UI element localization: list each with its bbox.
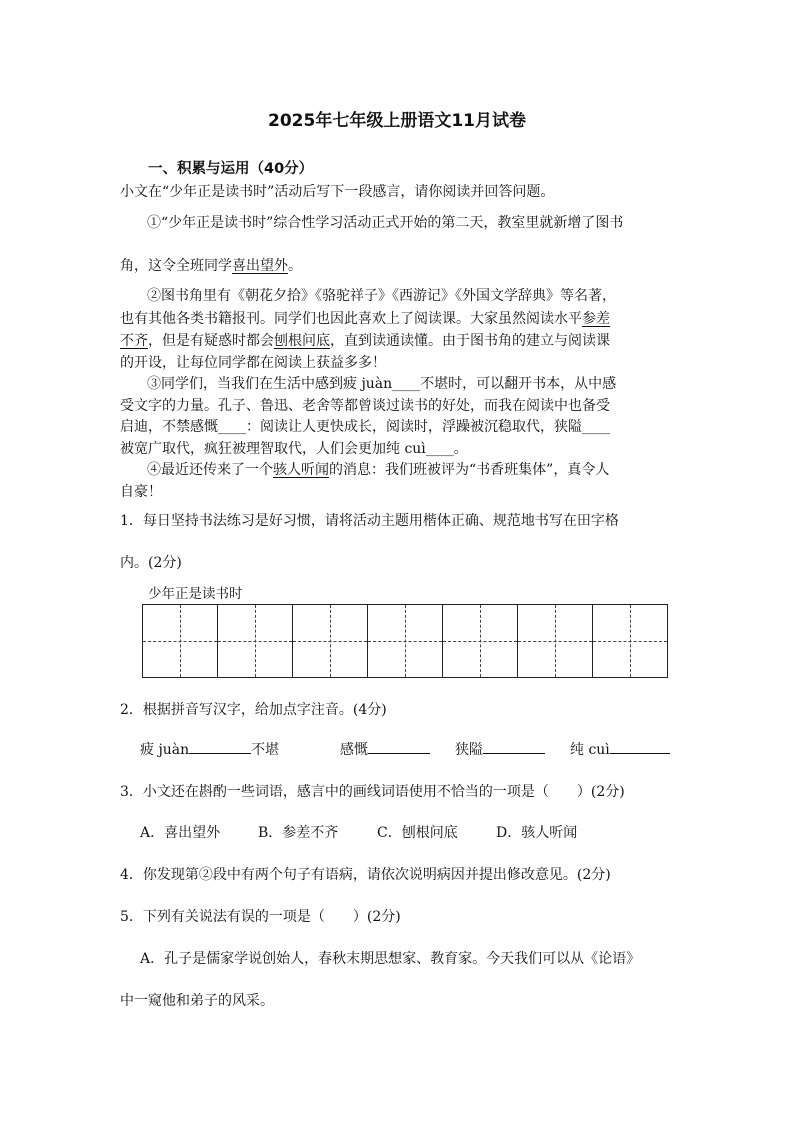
grid-label: 少年正是读书时 xyxy=(148,586,243,602)
para3-line3: 启迪，不禁感慨____：阅读让人更快成长，阅读时，浮躁被沉稳取代，狭隘____ xyxy=(120,419,610,435)
para2-line4: 的开设，让每位同学都在阅读上获益多多！ xyxy=(120,355,386,371)
q3-option-a[interactable]: A．喜出望外 xyxy=(140,825,221,841)
page-title: 2025年七年级上册语文11月试卷 xyxy=(268,111,526,131)
q3-option-c[interactable]: C．刨根问底 xyxy=(377,825,458,841)
tianzi-grid[interactable] xyxy=(142,604,668,678)
grid-cell[interactable] xyxy=(218,605,293,677)
para2-line3: 不齐，但是有疑惑时都会刨根问底，直到读通读懂。由于图书角的建立与阅读课 xyxy=(120,333,610,349)
q5-option-a-cont: 中一窥他和弟子的风采。 xyxy=(120,993,274,1009)
question-4: 4．你发现第②段中有两个句子有语病，请依次说明病因并提出修改意见。(2分) xyxy=(120,867,611,883)
q3-option-b[interactable]: B．参差不齐 xyxy=(258,825,339,841)
section-heading: 一、积累与运用（40分） xyxy=(148,161,314,177)
para4-line2: 自豪！ xyxy=(120,484,162,500)
underlined-phrase: 喜出望外 xyxy=(232,258,288,274)
intro-text: 小文在“少年正是读书时”活动后写下一段感言，请你阅读并回答问题。 xyxy=(120,184,555,200)
para4-line1: ④最近还传来了一个骇人听闻的消息：我们班被评为“书香班集体”，真令人 xyxy=(147,462,610,478)
answer-blank[interactable] xyxy=(368,739,430,754)
para1-line1: ①“少年正是读书时”综合性学习活动正式开始的第二天，教室里就新增了图书 xyxy=(147,215,624,231)
q2-item-3: 狭隘 xyxy=(455,739,545,759)
question-2: 2．根据拼音写汉字，给加点字注音。(4分) xyxy=(120,702,387,718)
q2-item-1: 疲 juàn 不堪 xyxy=(140,739,279,759)
para3-line2: 受文字的力量。孔子、鲁迅、老舍等都曾谈过读书的好处，而我在阅读中也备受 xyxy=(120,398,610,414)
q3-option-d[interactable]: D．骇人听闻 xyxy=(496,825,578,841)
answer-blank[interactable] xyxy=(189,739,251,754)
grid-cell[interactable] xyxy=(293,605,368,677)
para3-line4: 被宽广取代，疯狂被理智取代，人们会更加纯 cuì____。 xyxy=(120,441,468,457)
underlined-phrase: 参差 xyxy=(582,311,610,327)
q5-option-a[interactable]: A．孔子是儒家学说创始人，春秋末期思想家、教育家。今天我们可以从《论语》 xyxy=(140,951,641,967)
question-1-cont: 内。(2分) xyxy=(120,555,182,571)
q2-item-4: 纯 cuì xyxy=(570,739,670,759)
para2-line1: ②图书角里有《朝花夕拾》《骆驼祥子》《西游记》《外国文学辞典》等名著， xyxy=(147,288,616,304)
grid-cell[interactable] xyxy=(593,605,667,677)
grid-cell[interactable] xyxy=(368,605,443,677)
para2-line2: 也有其他各类书籍报刊。同学们也因此喜欢上了阅读课。大家虽然阅读水平参差 xyxy=(120,311,610,327)
grid-cell[interactable] xyxy=(518,605,593,677)
answer-blank[interactable] xyxy=(483,739,545,754)
underlined-phrase: 刨根问底 xyxy=(274,333,330,349)
grid-cell[interactable] xyxy=(143,605,218,677)
grid-cell[interactable] xyxy=(443,605,518,677)
question-3: 3．小文还在斟酌一些词语，感言中的画线词语使用不恰当的一项是（ ）(2分) xyxy=(120,784,625,800)
question-1: 1．每日坚持书法练习是好习惯，请将活动主题用楷体正确、规范地书写在田字格 xyxy=(120,513,619,529)
answer-blank[interactable] xyxy=(610,739,670,754)
para3-line1: ③同学们，当我们在生活中感到疲 juàn____不堪时，可以翻开书本，从中感 xyxy=(147,376,617,392)
question-5: 5．下列有关说法有误的一项是（ ）(2分) xyxy=(120,909,401,925)
q2-item-2: 感慨 xyxy=(340,739,430,759)
underlined-phrase: 骇人听闻 xyxy=(273,462,329,478)
para1-line2: 角，这令全班同学喜出望外。 xyxy=(120,258,302,274)
underlined-phrase: 不齐 xyxy=(120,333,148,349)
